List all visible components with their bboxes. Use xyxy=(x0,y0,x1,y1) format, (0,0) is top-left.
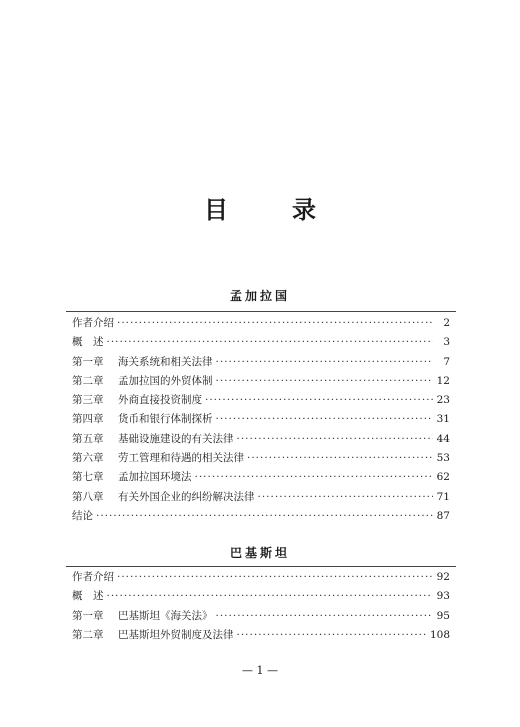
toc-title: 孟加拉国环境法 xyxy=(118,471,192,484)
toc-title: 外商直接投资制度 xyxy=(118,394,202,407)
toc-page-number: 53 xyxy=(436,452,450,465)
toc-leader-dots xyxy=(117,568,433,587)
toc-title: 海关系统和相关法律 xyxy=(118,355,213,368)
toc-entry-label xyxy=(72,430,234,449)
toc-page-number: 44 xyxy=(436,432,450,445)
toc-chapter-number: 第七章 xyxy=(72,471,104,484)
toc-page-number: 95 xyxy=(436,609,450,622)
toc-page-number: 23 xyxy=(436,394,450,407)
toc-leader-dots xyxy=(247,449,433,468)
toc-title: 作者介绍 xyxy=(72,571,114,583)
toc-title: 概 述 xyxy=(72,590,104,603)
toc-chapter-number: 第四章 xyxy=(72,413,104,426)
toc-chapter-number: 第一章 xyxy=(72,609,104,622)
toc-leader-dots xyxy=(96,507,433,526)
toc-title: 货币和银行体制探析 xyxy=(118,413,213,426)
toc-entry-label xyxy=(72,488,255,507)
toc-entry-label xyxy=(72,449,244,468)
toc-page-number: 108 xyxy=(429,628,450,641)
toc-entry xyxy=(72,333,450,352)
toc-list-bangladesh xyxy=(72,314,450,526)
toc-chapter-number: 第五章 xyxy=(72,432,104,445)
toc-page-number: 7 xyxy=(443,355,450,368)
toc-chapter-number: 第三章 xyxy=(72,394,104,407)
toc-chapter-number: 第六章 xyxy=(72,452,104,465)
toc-entry-label xyxy=(72,353,213,372)
toc-title: 有关外国企业的纠纷解决法律 xyxy=(118,490,255,503)
toc-page-number: 71 xyxy=(436,490,450,503)
toc-entry xyxy=(72,449,450,468)
toc-title: 结论 xyxy=(72,509,93,522)
section-divider xyxy=(66,311,456,312)
toc-page-number: 62 xyxy=(436,471,450,484)
toc-chapter-number: 第二章 xyxy=(72,374,104,387)
toc-title: 巴基斯坦《海关法》 xyxy=(118,609,213,622)
toc-entry-label xyxy=(72,372,213,391)
toc-entry xyxy=(72,314,450,333)
toc-entry-label xyxy=(72,607,213,626)
toc-entry xyxy=(72,353,450,372)
toc-entry-label xyxy=(72,410,213,429)
toc-leader-dots xyxy=(216,353,434,372)
toc-leader-dots xyxy=(117,314,433,333)
toc-leader-dots xyxy=(107,587,434,606)
toc-list-pakistan xyxy=(72,568,450,645)
toc-entry-label xyxy=(72,468,192,487)
toc-entry xyxy=(72,410,450,429)
toc-page-number: 93 xyxy=(436,590,450,603)
toc-entry xyxy=(72,568,450,587)
toc-entry xyxy=(72,372,450,391)
toc-chapter-number: 第一章 xyxy=(72,355,104,368)
toc-leader-dots xyxy=(258,488,434,507)
toc-entry xyxy=(72,430,450,449)
toc-entry-label xyxy=(72,333,104,352)
toc-leader-dots xyxy=(205,391,433,410)
toc-entry xyxy=(72,468,450,487)
toc-leader-dots xyxy=(216,410,434,429)
toc-entry xyxy=(72,507,450,526)
toc-chapter-number: 第二章 xyxy=(72,628,104,641)
toc-entry-label xyxy=(72,626,234,645)
toc-leader-dots xyxy=(195,468,434,487)
toc-entry-label xyxy=(72,568,114,587)
section-heading-bangladesh: 孟加拉国 xyxy=(229,289,290,303)
section-divider xyxy=(66,566,456,567)
toc-entry xyxy=(72,587,450,606)
toc-leader-dots xyxy=(237,430,434,449)
toc-entry xyxy=(72,391,450,410)
toc-title: 巴基斯坦外贸制度及法律 xyxy=(118,628,234,641)
toc-leader-dots xyxy=(237,626,427,645)
page-title: 目 录 xyxy=(204,195,336,224)
toc-leader-dots xyxy=(107,333,434,352)
toc-page-number: 2 xyxy=(443,317,450,329)
toc-leader-dots xyxy=(216,607,434,626)
toc-entry-label xyxy=(72,314,114,333)
toc-leader-dots xyxy=(216,372,434,391)
toc-title: 孟加拉国的外贸体制 xyxy=(118,374,213,387)
toc-entry xyxy=(72,488,450,507)
toc-entry-label xyxy=(72,391,202,410)
toc-entry-label xyxy=(72,587,104,606)
toc-chapter-number: 第八章 xyxy=(72,490,104,503)
toc-title: 作者介绍 xyxy=(72,317,114,329)
toc-entry xyxy=(72,626,450,645)
toc-title: 概 述 xyxy=(72,336,104,349)
toc-page-number: 31 xyxy=(436,413,450,426)
toc-entry xyxy=(72,607,450,626)
toc-title: 基础设施建设的有关法律 xyxy=(118,432,234,445)
toc-page-number: 3 xyxy=(443,336,450,349)
toc-page-number: 12 xyxy=(436,374,450,387)
page-number: — 1 — xyxy=(242,664,278,677)
toc-page-number: 92 xyxy=(436,571,450,583)
toc-entry-label xyxy=(72,507,93,526)
section-heading-pakistan: 巴基斯坦 xyxy=(229,546,290,560)
toc-page-number: 87 xyxy=(436,509,450,522)
toc-title: 劳工管理和待遇的相关法律 xyxy=(118,452,244,465)
